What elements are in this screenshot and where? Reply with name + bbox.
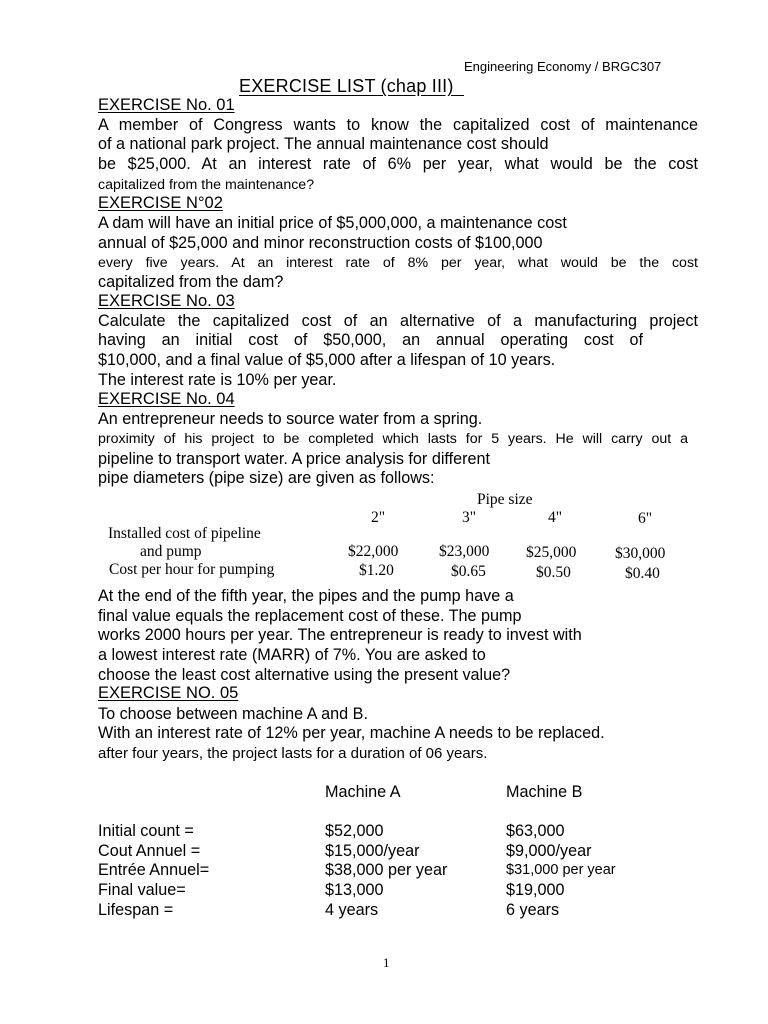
pipe-row1-value: $23,000 (439, 543, 490, 560)
course-header: Engineering Economy / BRGC307 (464, 59, 662, 74)
exercise-4-after-line: works 2000 hours per year. The entrepreneur is ready to invest with (98, 626, 582, 644)
exercise-4-after-line: choose the least cost alternative using the present value? (98, 666, 511, 684)
machine-row-label: Final value= (98, 881, 186, 899)
exercise-4-line: pipeline to transport water. A price analysis for different (98, 450, 491, 468)
machine-b-value: $19,000 (506, 881, 565, 899)
pipe-size-header: Pipe size (477, 491, 533, 508)
machine-row-label: Lifespan = (98, 901, 174, 919)
exercise-2-line: annual of $25,000 and minor reconstruction costs of $100,000 (98, 234, 543, 252)
exercise-2-line: every five years. At an interest rate of 8% per year, what would be the cost (98, 255, 698, 271)
machine-a-value: $15,000/year (325, 842, 420, 860)
pipe-row2-value: $1.20 (359, 562, 394, 579)
exercise-3-heading: EXERCISE No. 03 (98, 292, 235, 310)
machine-row-label: Initial count = (98, 822, 194, 840)
pipe-row1-value: $30,000 (615, 545, 666, 562)
exercise-5-line: To choose between machine A and B. (98, 705, 368, 723)
exercise-1-line: be $25,000. At an interest rate of 6% per year, what would be the cost (98, 155, 698, 173)
exercise-4-after-line: final value equals the replacement cost of these. The pump (98, 607, 522, 625)
machine-row-label: Cout Annuel = (98, 842, 201, 860)
exercise-2-line: A dam will have an initial price of $5,000,000, a maintenance cost (98, 214, 567, 232)
machine-a-value: $52,000 (325, 822, 384, 840)
machine-b-value: $31,000 per year (506, 862, 616, 878)
exercise-5-line: after four years, the project lasts for a duration of 06 years. (98, 745, 488, 762)
machine-a-value: $13,000 (325, 881, 384, 899)
exercise-4-line: An entrepreneur needs to source water from a spring. (98, 410, 483, 428)
pipe-row2-value: $0.65 (451, 563, 486, 580)
exercise-4-after-line: a lowest interest rate (MARR) of 7%. You are asked to (98, 646, 486, 664)
exercise-4-heading: EXERCISE No. 04 (98, 390, 235, 408)
exercise-4-line: pipe diameters (pipe size) are given as follows: (98, 469, 435, 487)
exercise-4-line: proximity of his project to be completed which lasts for 5 years. He will carry out a (98, 431, 688, 447)
exercise-1-line: A member of Congress wants to know the capitalized cost of maintenance (98, 116, 698, 134)
machine-b-value: 6 years (506, 901, 560, 919)
machine-a-header: Machine A (325, 783, 401, 801)
page-number: 1 (383, 955, 390, 970)
exercise-3-line: having an initial cost of $50,000, an annual operating cost of (98, 331, 643, 349)
pipe-row2-value: $0.50 (536, 564, 571, 581)
exercise-2-heading: EXERCISE N°02 (98, 194, 223, 212)
pipe-size-6: 6" (638, 510, 653, 527)
exercise-1-heading: EXERCISE No. 01 (98, 96, 235, 114)
pipe-row2-label: Cost per hour for pumping (109, 561, 275, 578)
pipe-size-2: 2" (371, 509, 386, 526)
machine-b-header: Machine B (506, 783, 583, 801)
pipe-size-4: 4" (548, 509, 563, 526)
pipe-row1-label: Installed cost of pipeline (108, 525, 261, 542)
exercise-4-after-line: At the end of the fifth year, the pipes and the pump have a (98, 587, 514, 605)
pipe-row1-label-cont: and pump (140, 543, 202, 560)
exercise-5-heading: EXERCISE NO. 05 (98, 684, 239, 702)
pipe-row1-value: $25,000 (526, 544, 577, 561)
pipe-row2-value: $0.40 (625, 565, 660, 582)
pipe-row1-value: $22,000 (348, 543, 399, 560)
machine-b-value: $63,000 (506, 822, 565, 840)
machine-row-label: Entrée Annuel= (98, 861, 210, 879)
exercise-3-line: Calculate the capitalized cost of an alternative of a manufacturing project (98, 312, 698, 330)
exercise-2-line: capitalized from the dam? (98, 273, 284, 291)
exercise-3-line: $10,000, and a final value of $5,000 after a lifespan of 10 years. (98, 351, 556, 369)
machine-b-value: $9,000/year (506, 842, 592, 860)
exercise-1-line: capitalized from the maintenance? (98, 177, 315, 193)
machine-a-value: $38,000 per year (325, 861, 448, 879)
exercise-5-line: With an interest rate of 12% per year, machine A needs to be replaced. (98, 724, 605, 742)
pipe-size-3: 3" (462, 509, 477, 526)
page-title (239, 76, 464, 97)
title-text: EXERCISE LIST (chap III) (239, 76, 454, 96)
exercise-1-line: of a national park project. The annual maintenance cost should (98, 135, 549, 153)
machine-a-value: 4 years (325, 901, 379, 919)
title-underline-trail (454, 76, 464, 96)
exercise-3-line: The interest rate is 10% per year. (98, 371, 337, 389)
